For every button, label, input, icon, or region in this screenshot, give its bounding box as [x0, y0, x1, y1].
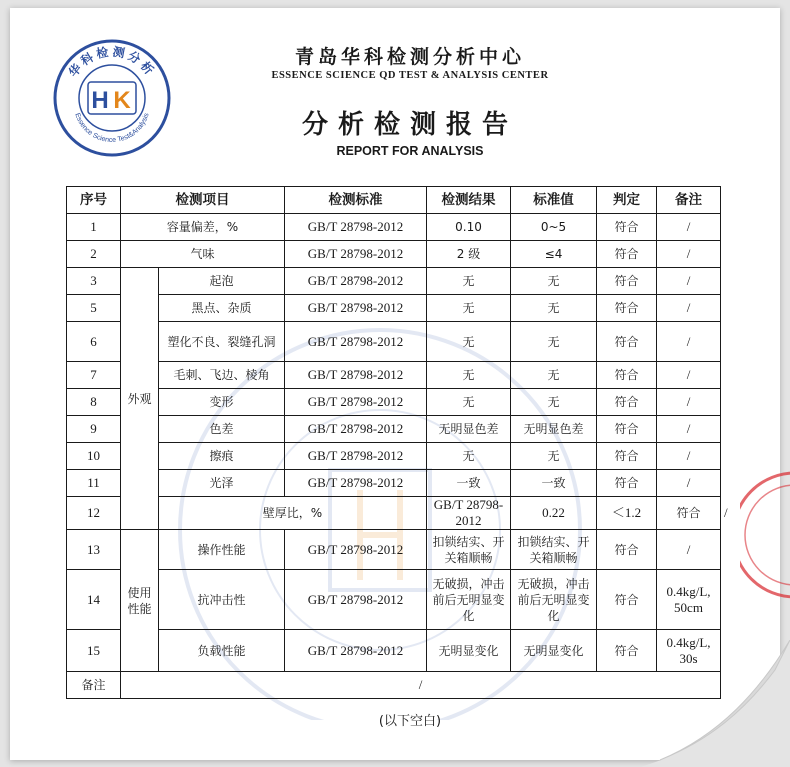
cell-item: 负载性能 [159, 630, 285, 672]
cell-standard: GB/T 28798-2012 [427, 497, 511, 530]
table-row [67, 497, 721, 530]
header-result: 检测结果 [427, 187, 511, 214]
header-note: 备注 [657, 187, 721, 214]
cell-judge: 符合 [657, 497, 721, 530]
report-title-cn: 分析检测报告 [301, 110, 518, 140]
cell-no: 14 [67, 570, 121, 630]
cell-standard: GB/T 28798-2012 [285, 214, 427, 241]
cell-item: 壁厚比，% [159, 497, 427, 530]
cell-no: 2 [67, 241, 121, 268]
cell-judge: 符合 [597, 362, 657, 389]
cell-item: 变形 [159, 389, 285, 416]
table-row [67, 530, 721, 570]
cell-result: 0.22 [511, 497, 597, 530]
cell-limit: 一致 [511, 470, 597, 497]
cell-no: 9 [67, 416, 121, 443]
cell-standard: GB/T 28798-2012 [285, 416, 427, 443]
cell-item: 擦痕 [159, 443, 285, 470]
cell-limit: 无 [511, 443, 597, 470]
cell-result: 无破损，冲击前后无明显变化 [427, 570, 511, 630]
cell-judge: 符合 [597, 630, 657, 672]
cell-result: 0.10 [427, 214, 511, 241]
cell-limit: 无 [511, 389, 597, 416]
cell-standard: GB/T 28798-2012 [285, 530, 427, 570]
svg-text:华科检测分析 [65, 44, 159, 80]
cell-item: 毛刺、飞边、棱角 [159, 362, 285, 389]
table-row [67, 443, 721, 470]
cell-standard: GB/T 28798-2012 [285, 443, 427, 470]
logo-ring-bottom: Essence Science Test&Analysis [73, 112, 151, 145]
cell-judge: 符合 [597, 470, 657, 497]
cell-no: 15 [67, 630, 121, 672]
cell-limit: 无 [511, 362, 597, 389]
cell-standard: GB/T 28798-2012 [285, 570, 427, 630]
cell-no: 7 [67, 362, 121, 389]
svg-text:H: H [91, 87, 109, 114]
cell-limit: 无明显变化 [511, 630, 597, 672]
cell-standard: GB/T 28798-2012 [285, 241, 427, 268]
cell-result: 无 [427, 443, 511, 470]
cell-item: 色差 [159, 416, 285, 443]
cell-limit: ≤4 [511, 241, 597, 268]
header-no: 序号 [67, 187, 121, 214]
cell-limit: 无明显色差 [511, 416, 597, 443]
remark-label: 备注 [67, 672, 121, 699]
cell-standard: GB/T 28798-2012 [285, 322, 427, 362]
cell-limit: 无 [511, 268, 597, 295]
cell-no: 12 [67, 497, 121, 530]
cell-limit: 无破损，冲击前后无明显变化 [511, 570, 597, 630]
table-row [67, 214, 721, 241]
cell-judge: 符合 [597, 443, 657, 470]
cell-result: 扣锁结实、开关箱顺畅 [427, 530, 511, 570]
cell-standard: GB/T 28798-2012 [285, 295, 427, 322]
cell-item: 光泽 [159, 470, 285, 497]
header-standard: 检测标准 [285, 187, 427, 214]
cell-no: 6 [67, 322, 121, 362]
remark-row [67, 672, 721, 699]
cell-note: / [657, 362, 721, 389]
group-usage: 使用性能 [121, 530, 159, 672]
org-name-en: ESSENCE SCIENCE QD TEST & ANALYSIS CENTER [271, 70, 549, 81]
cell-note: 0.4kg/L, 30s [657, 630, 721, 672]
cell-judge: 符合 [597, 322, 657, 362]
header-judge: 判定 [597, 187, 657, 214]
cell-item: 气味 [121, 241, 285, 268]
cell-note: / [657, 268, 721, 295]
cell-result: 无 [427, 322, 511, 362]
cell-judge: 符合 [597, 389, 657, 416]
cell-result: 一致 [427, 470, 511, 497]
cell-result: 无 [427, 268, 511, 295]
cell-judge: 符合 [597, 530, 657, 570]
cell-result: 2 级 [427, 241, 511, 268]
table-header-row [67, 187, 721, 214]
table-row [67, 570, 721, 630]
cell-judge: 符合 [597, 214, 657, 241]
cell-item: 容量偏差，% [121, 214, 285, 241]
cell-result: 无明显色差 [427, 416, 511, 443]
cell-no: 3 [67, 268, 121, 295]
cell-item: 黑点、杂质 [159, 295, 285, 322]
red-stamp-icon [740, 460, 790, 610]
table-row [67, 470, 721, 497]
header-limit: 标准值 [511, 187, 597, 214]
table-row [67, 416, 721, 443]
cell-result: 无 [427, 295, 511, 322]
cell-result: 无明显变化 [427, 630, 511, 672]
cell-no: 11 [67, 470, 121, 497]
group-appearance: 外观 [121, 268, 159, 530]
cell-item: 塑化不良、裂缝孔洞 [159, 322, 285, 362]
table-row [67, 630, 721, 672]
table-row [67, 389, 721, 416]
cell-standard: GB/T 28798-2012 [285, 389, 427, 416]
cell-standard: GB/T 28798-2012 [285, 630, 427, 672]
cell-judge: 符合 [597, 416, 657, 443]
table-row [67, 268, 721, 295]
cell-note: / [657, 389, 721, 416]
cell-no: 13 [67, 530, 121, 570]
svg-text:K: K [113, 87, 131, 114]
cell-judge: 符合 [597, 268, 657, 295]
analysis-table [66, 186, 721, 699]
cell-note: / [657, 322, 721, 362]
cell-standard: GB/T 28798-2012 [285, 268, 427, 295]
page-curl-icon [640, 640, 790, 767]
cell-no: 1 [67, 214, 121, 241]
cell-note: 0.4kg/L, 50cm [657, 570, 721, 630]
cell-judge: 符合 [597, 241, 657, 268]
cell-note: / [657, 295, 721, 322]
table-row [67, 241, 721, 268]
cell-note: / [657, 443, 721, 470]
cell-no: 8 [67, 389, 121, 416]
org-name-cn: 青岛华科检测分析中心 [294, 46, 525, 68]
cell-note: / [657, 470, 721, 497]
cell-item: 起泡 [159, 268, 285, 295]
cell-no: 10 [67, 443, 121, 470]
cell-result: 无 [427, 389, 511, 416]
cell-note: / [657, 241, 721, 268]
cell-standard: GB/T 28798-2012 [285, 362, 427, 389]
report-title-en: REPORT FOR ANALYSIS [336, 144, 484, 158]
cell-limit: 扣锁结实、开关箱顺畅 [511, 530, 597, 570]
remark-value: / [121, 672, 721, 699]
cell-limit: 无 [511, 322, 597, 362]
blank-below-note: (以下空白) [378, 714, 442, 729]
logo-ring-top: 华科检测分析 [65, 44, 159, 80]
table-row [67, 362, 721, 389]
cell-judge: 符合 [597, 295, 657, 322]
cell-standard: GB/T 28798-2012 [285, 470, 427, 497]
cell-note: / [657, 530, 721, 570]
header-item: 检测项目 [121, 187, 285, 214]
cell-no: 5 [67, 295, 121, 322]
cell-item: 抗冲击性 [159, 570, 285, 630]
table-row [67, 295, 721, 322]
table-row [67, 322, 721, 362]
cell-limit: 0~5 [511, 214, 597, 241]
hk-seal-logo-icon [52, 38, 172, 158]
cell-judge: 符合 [597, 570, 657, 630]
cell-note: / [657, 214, 721, 241]
cell-note: / [657, 416, 721, 443]
cell-limit: 无 [511, 295, 597, 322]
cell-limit: ＜1.2 [597, 497, 657, 530]
cell-item: 操作性能 [159, 530, 285, 570]
cell-result: 无 [427, 362, 511, 389]
